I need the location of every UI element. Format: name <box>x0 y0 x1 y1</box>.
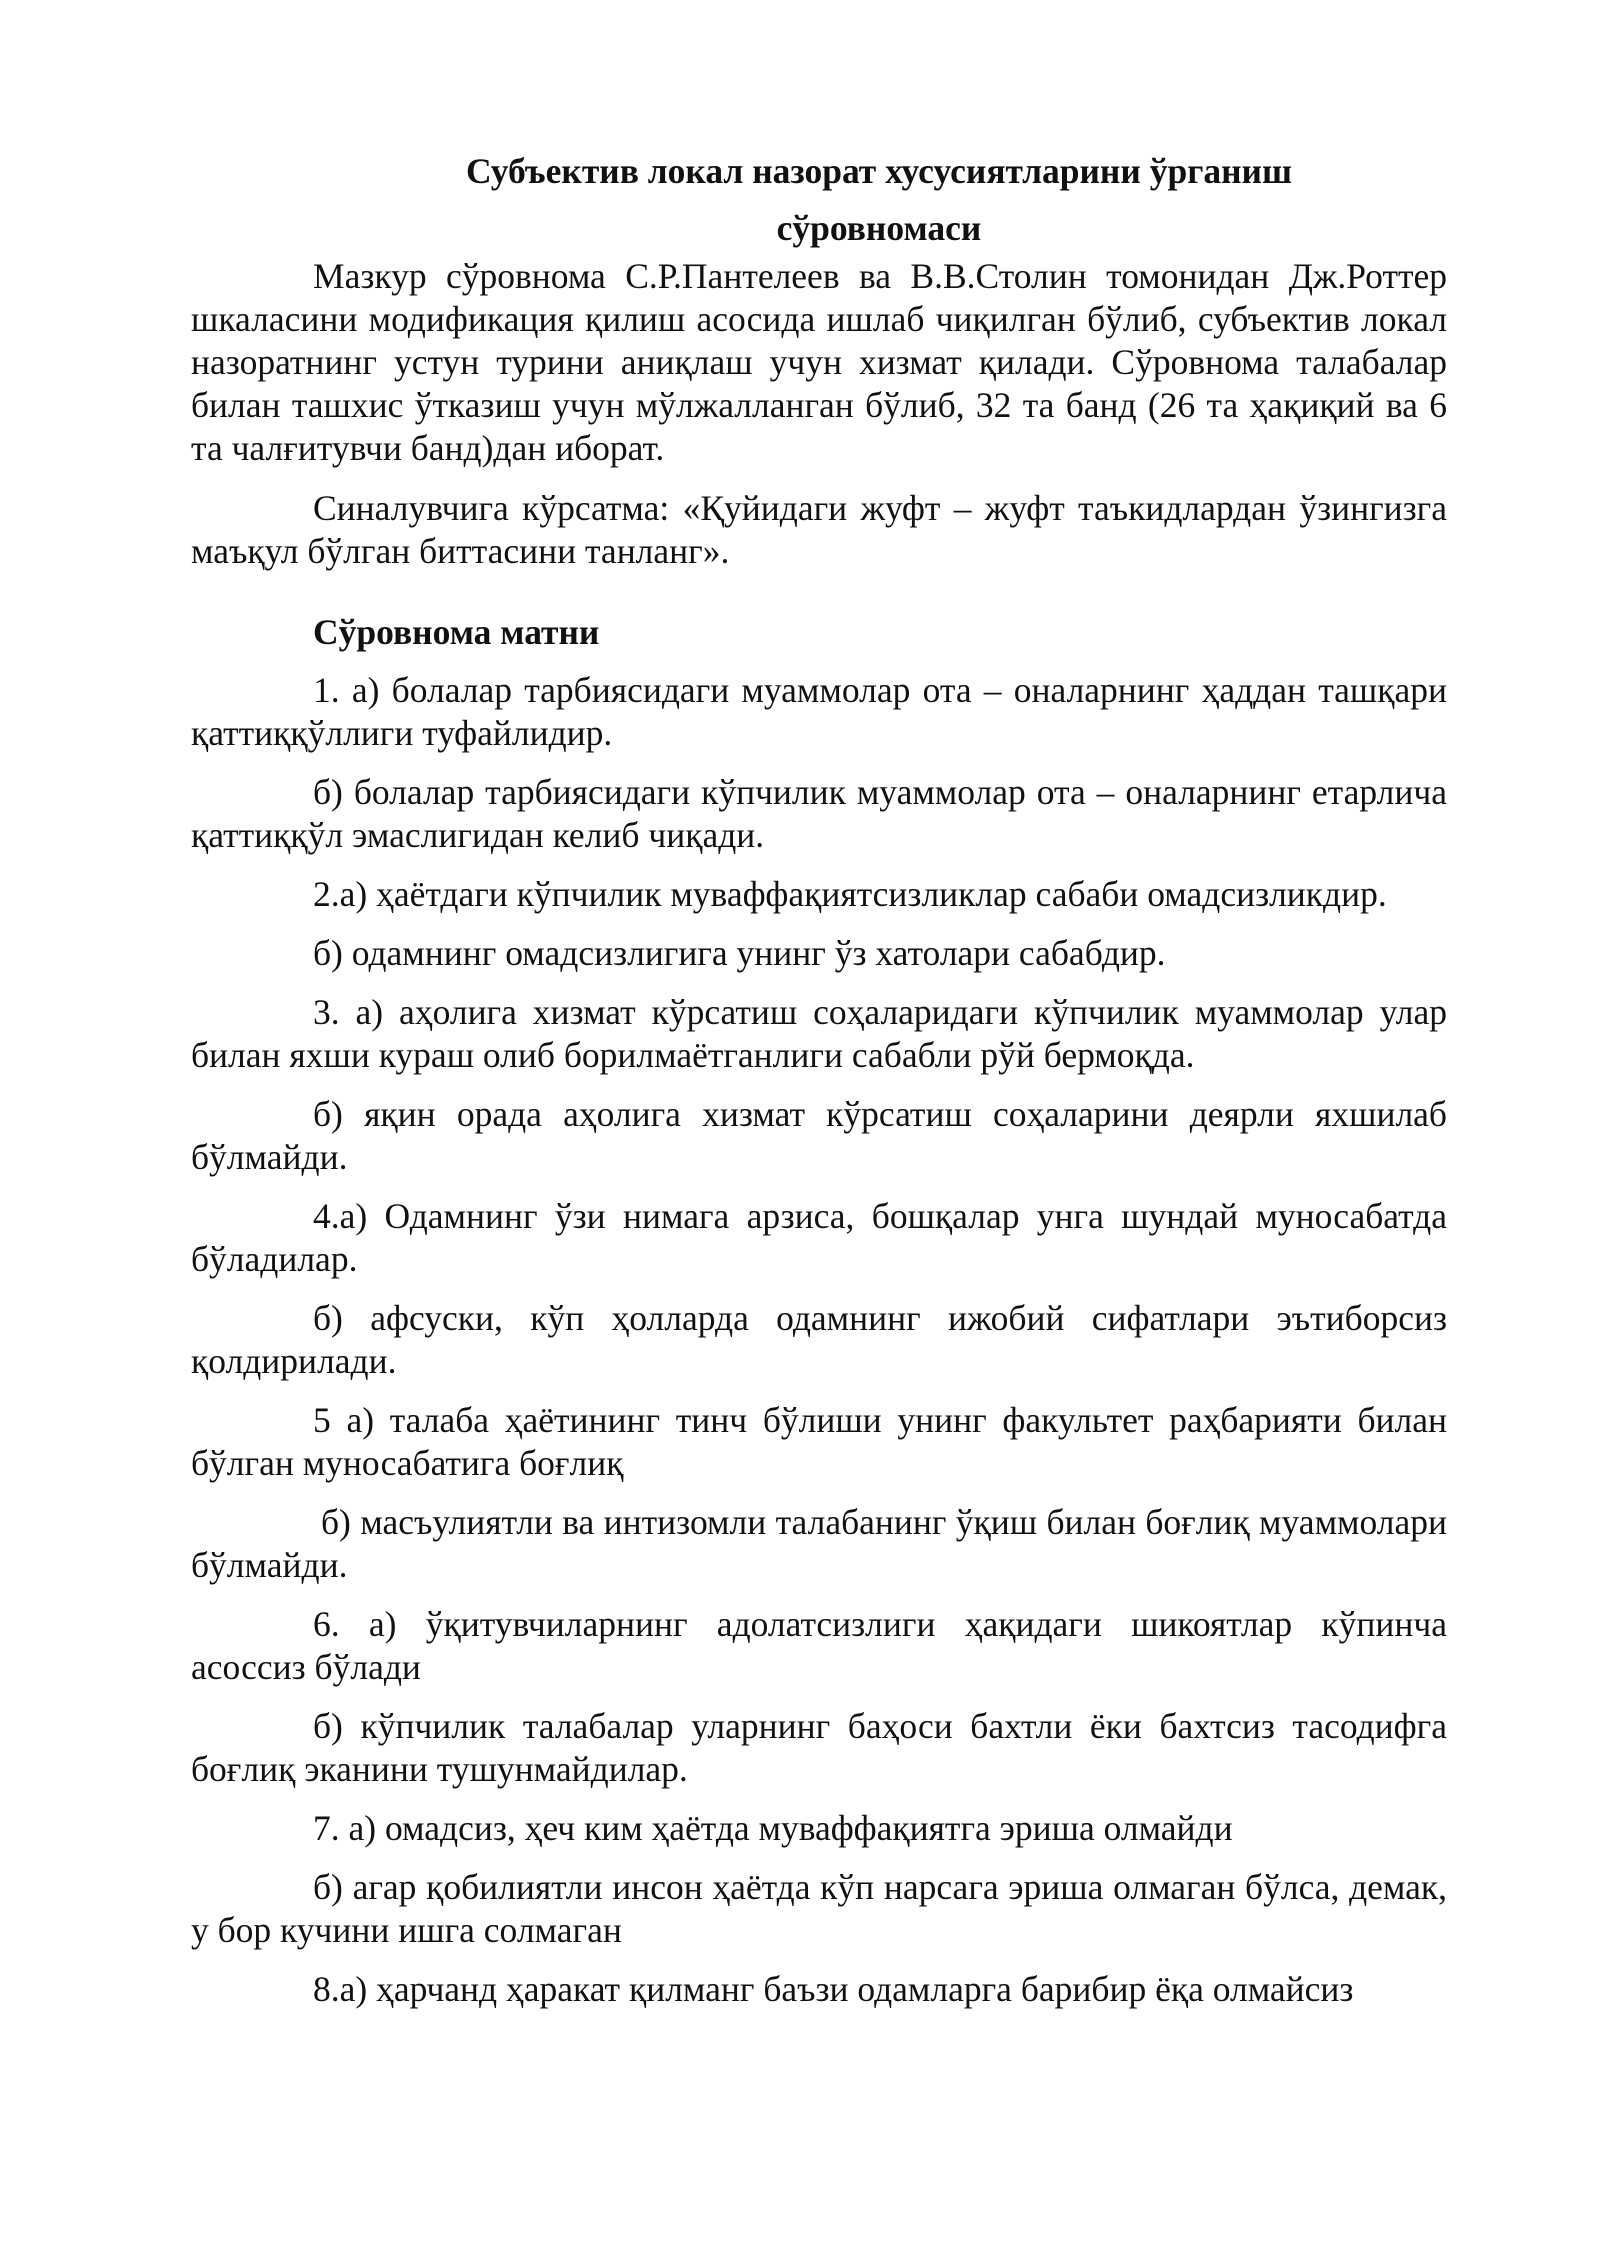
intro-paragraph: Мазкур сўровнома С.Р.Пантелеев ва В.В.Столин томонидан Дж.Роттер шкаласини модификация қилиш асосида ишлаб чиқилган бўлиб, субъектив локал назоратнинг устун турини аниқлаш учун хизмат қилади. Сўровнома талабалар билан ташхис ўтказиш учун мўлжалланган бўлиб, 32 та банд (26 та ҳақиқий ва 6 та чалғитувчи банд)дан иборат. <box>191 256 1447 468</box>
question-item: б) агар қобилиятли инсон ҳаётда кўп нарсага эриша олмаган бўлса, демак, у бор кучини ишга солмаган <box>191 1867 1447 1950</box>
question-item: 1. а) болалар тарбиясидаги муаммолар ота – оналарнинг ҳаддан ташқари қаттиққўллиги туфайлидир. <box>191 670 1447 753</box>
question-item: б) яқин орада аҳолига хизмат кўрсатиш соҳаларини деярли яхшилаб бўлмайди. <box>191 1094 1447 1177</box>
question-item: б) афсуски, кўп ҳолларда одамнинг ижобий сифатлари эътиборсиз қолдирилади. <box>191 1298 1447 1381</box>
instruction-paragraph: Синалувчига кўрсатма: «Қуйидаги жуфт – жуфт таъкидлардан ўзингизга маъқул бўлган биттасини танланг». <box>191 488 1447 571</box>
question-item: 2.а) ҳаётдаги кўпчилик муваффақиятсизликлар сабаби омадсизликдир. <box>313 874 1387 914</box>
question-item: 8.а) ҳарчанд ҳаракат қилманг баъзи одамларга барибир ёқа олмайсиз <box>313 1969 1354 2009</box>
question-item: б) кўпчилик талабалар уларнинг баҳоси бахтли ёки бахтсиз тасодифга боғлиқ эканини тушунмайдилар. <box>191 1706 1447 1789</box>
document-title-line1: Субъектив локал назорат хусусиятларини ўрганиш <box>466 151 1292 191</box>
question-item: б) болалар тарбиясидаги кўпчилик муаммолар ота – оналарнинг етарлича қаттиққўл эмаслигидан келиб чиқади. <box>191 772 1447 855</box>
document-title-line2: сўровномаси <box>776 208 982 248</box>
document-body <box>191 150 1447 2027</box>
question-item: б) масъулиятли ва интизомли талабанинг ўқиш билан боғлиқ муаммолари бўлмайди. <box>191 1502 1447 1585</box>
question-item: 7. а) омадсиз, ҳеч ким ҳаётда муваффақиятга эриша олмайди <box>313 1808 1233 1848</box>
question-item: 4.а) Одамнинг ўзи нимага арзиса, бошқалар унга шундай муносабатда бўладилар. <box>191 1196 1447 1279</box>
section-heading: Сўровнома матни <box>313 612 600 652</box>
question-item: б) одамнинг омадсизлигига унинг ўз хатолари сабабдир. <box>313 933 1166 973</box>
question-item: 6. а) ўқитувчиларнинг адолатсизлиги ҳақидаги шикоятлар кўпинча асоссиз бўлади <box>191 1604 1447 1687</box>
question-item: 3. а) аҳолига хизмат кўрсатиш соҳаларидаги кўпчилик муаммолар улар билан яхши кураш олиб борилмаётганлиги сабабли рўй бермоқда. <box>191 992 1447 1075</box>
question-item: 5 а) талаба ҳаётининг тинч бўлиши унинг факультет раҳбарияти билан бўлган муносабатига боғлиқ <box>191 1400 1447 1483</box>
